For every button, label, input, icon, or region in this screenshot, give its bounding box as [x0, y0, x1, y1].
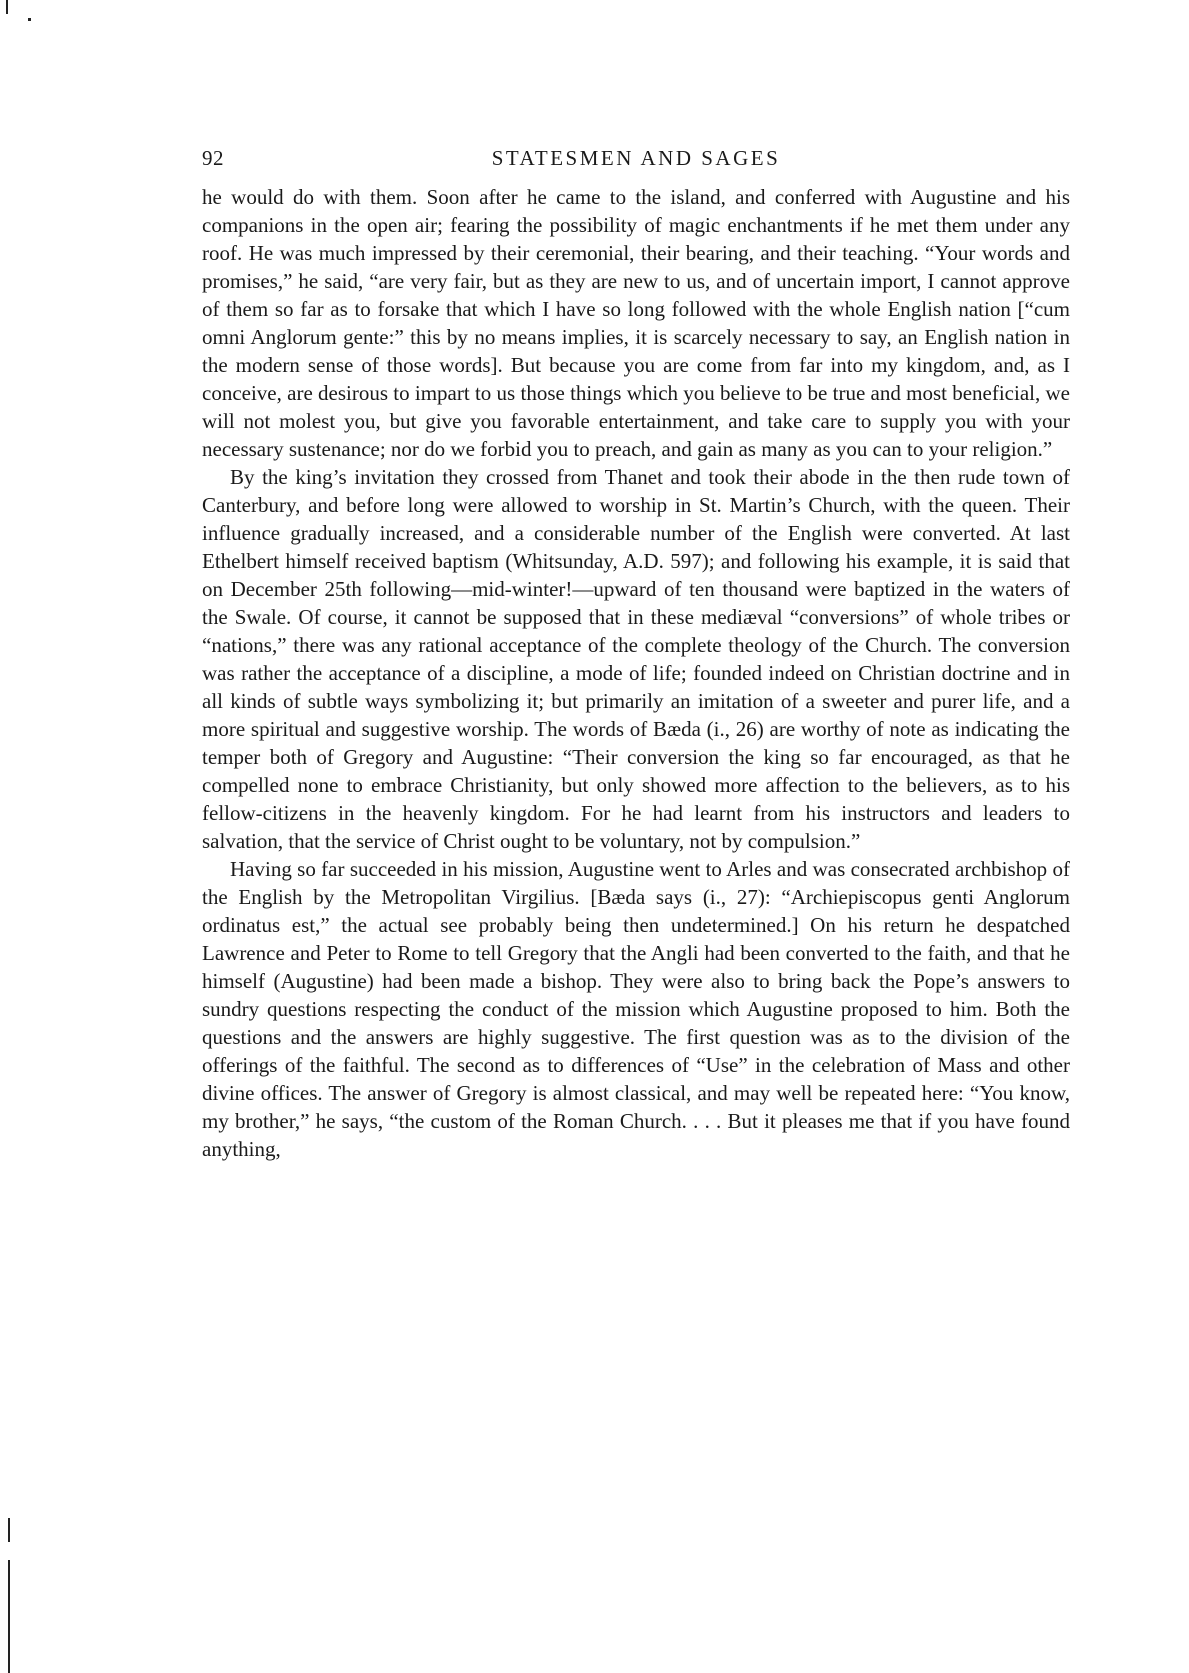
- scan-edge-mark: [8, 1518, 10, 1542]
- running-title: STATESMEN AND SAGES: [491, 146, 781, 170]
- paragraph-arles: Having so far succeeded in his mission, Augustine went to Arles and was consecrated archbishop of the English by the Metropolitan Virgilius. [Bæda says (i., 27): “Archiepiscopus genti Anglorum ordinatus est,” the actual see probably being then undetermined.] On his return he despatched Lawrence and Peter to Rome to tell Gregory that the Angli had been converted to the faith, and that he himself (Augustine) had been made a bishop. They were also to bring back the Pope’s answers to sundry questions respecting the conduct of the mission which Augustine proposed to him. Both the questions and the answers are highly suggestive. The first question was as to the division of the offerings of the faithful. The second as to differences of “Use” in the celebration of Mass and other divine offices. The answer of Gregory is almost classical, and may well be repeated here: “You know, my brother,” he says, “the custom of the Roman Church. . . . But it pleases me that if you have found anything,: [202, 857, 1070, 1161]
- paragraph-continued: he would do with them. Soon after he came to the island, and conferred with Augustine and his companions in the open air; fearing the possibility of magic enchantments if he met them under any roof. He was much impressed by their ceremonial, their bearing, and their teaching. “Your words and promises,” he said, “are very fair, but as they are new to us, and of uncertain import, I cannot approve of them so far as to forsake that which I have so long followed with the whole English nation [“cum omni Anglorum gente:” this by no means implies, it is scarcely necessary to say, an English nation in the modern sense of those words]. But because you are come from far into my kingdom, and, as I conceive, are desirous to impart to us those things which you believe to be true and most beneficial, we will not molest you, but give you favorable entertainment, and take care to supply you with your necessary sustenance; nor do we forbid you to preach, and gain as many as you can to your religion.”: [202, 185, 1070, 461]
- page-number: 92: [202, 146, 224, 170]
- body-text: [202, 183, 1070, 1163]
- scan-edge-mark: [8, 1560, 10, 1673]
- scan-speck: [28, 18, 31, 21]
- scan-edge-mark: [6, 0, 8, 14]
- running-head: [202, 146, 1070, 178]
- paragraph-canterbury: By the king’s invitation they crossed from Thanet and took their abode in the then rude town of Canterbury, and before long were allowed to worship in St. Martin’s Church, with the queen. Their influence gradually increased, and a considerable number of the English were converted. At last Ethelbert himself received baptism (Whitsunday, A.D. 597); and following his example, it is said that on December 25th following—mid-winter!—upward of ten thousand were baptized in the waters of the Swale. Of course, it cannot be supposed that in these mediæval “conversions” of whole tribes or “nations,” there was any rational acceptance of the complete theology of the Church. The conversion was rather the acceptance of a discipline, a mode of life; founded indeed on Christian doctrine and in all kinds of subtle ways symbolizing it; but primarily an imitation of a sweeter and purer life, and a more spiritual and suggestive worship. The words of Bæda (i., 26) are worthy of note as indicating the temper both of Gregory and Augustine: “Their conversion the king so far encouraged, as that he compelled none to embrace Christianity, but only showed more affection to the believers, as to his fellow-citizens in the heavenly kingdom. For he had learnt from his instructors and leaders to salvation, that the service of Christ ought to be voluntary, not by compulsion.”: [202, 465, 1070, 853]
